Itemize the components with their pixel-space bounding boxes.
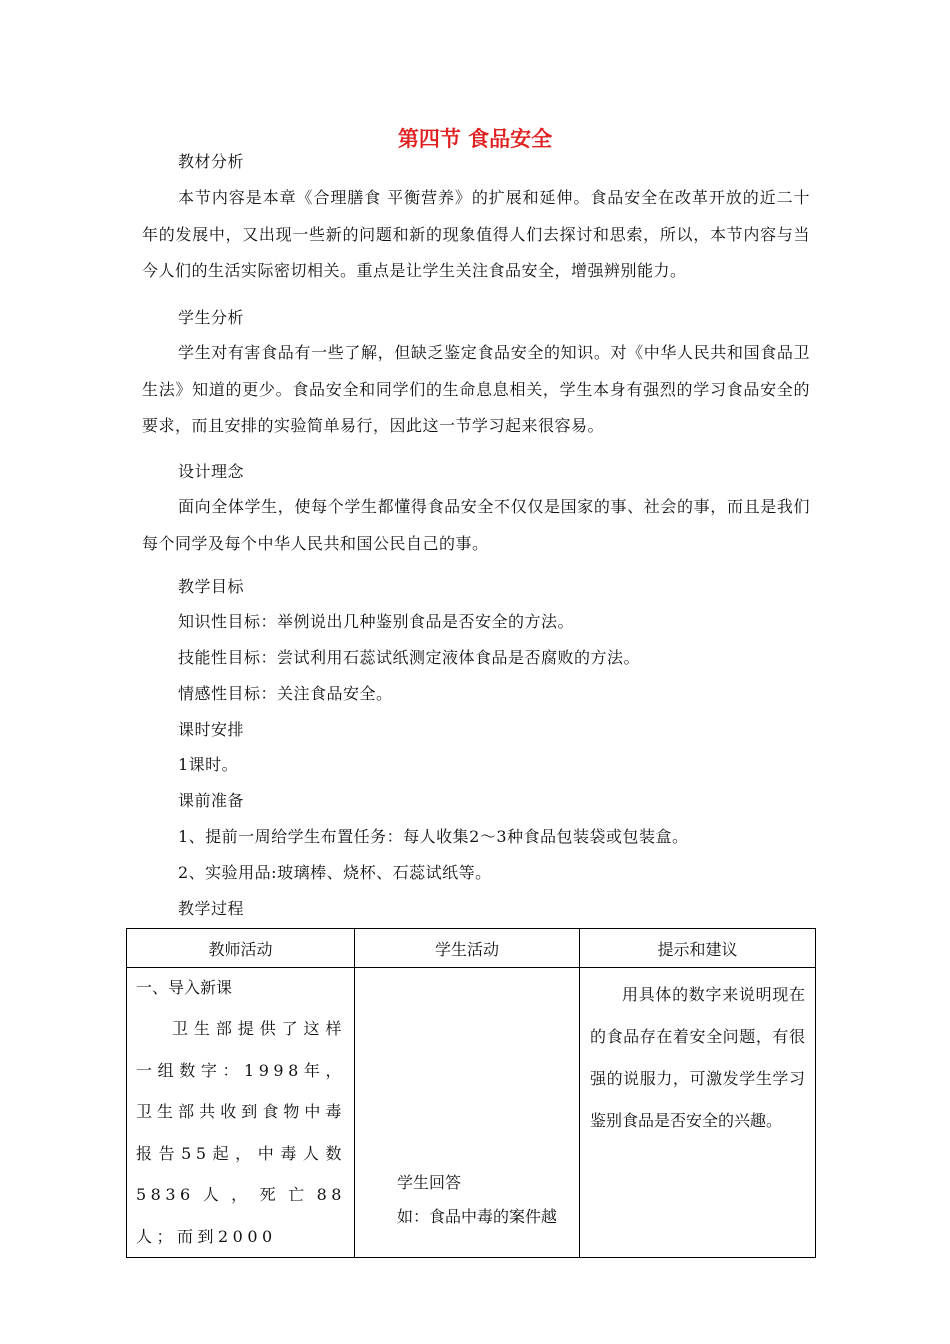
table-header-row — [127, 929, 816, 968]
header-teacher-activity: 教师活动 — [127, 929, 355, 968]
paragraph-student-analysis: 学生对有害食品有一些了解，但缺乏鉴定食品安全的知识。对《中华人民共和国食品卫生法》知道的更少。食品安全和同学们的生命息息相关，学生本身有强烈的学习食品安全的要求，而且安排的实验简单易行，因此这一节学习起来很容易。 — [142, 343, 810, 435]
teacher-text: 卫生部提供了这样一组数字：1998年，卫生部共收到食物中毒报告55起，中毒人数5836人，死亡88人；而到2000 — [136, 1019, 346, 1246]
prep-item-1: 1、提前一周给学生布置任务：每人收集2～3种食品包装袋或包装盒。 — [178, 827, 689, 846]
section-heading-textbook: 教材分析 — [178, 152, 245, 171]
teaching-process-table — [126, 928, 816, 1258]
header-student-activity: 学生活动 — [355, 929, 580, 968]
section-heading-goals: 教学目标 — [178, 577, 245, 596]
hint-text: 用具体的数字来说明现在的食品存在着安全问题，有很强的说服力，可激发学生学习鉴别食品是否安全的兴趣。 — [590, 985, 805, 1130]
schedule-text: 1课时。 — [178, 755, 239, 774]
section-heading-prep: 课前准备 — [178, 791, 245, 810]
hint-cell — [580, 968, 816, 1258]
section-heading-process: 教学过程 — [178, 899, 245, 918]
prep-item-2: 2、实验用品:玻璃棒、烧杯、石蕊试纸等。 — [178, 863, 492, 882]
section-heading-design: 设计理念 — [178, 462, 245, 481]
goal-knowledge: 知识性目标：举例说出几种鉴别食品是否安全的方法。 — [178, 612, 575, 631]
section-heading-student: 学生分析 — [178, 308, 245, 327]
student-activity-cell — [355, 968, 580, 1258]
teacher-subheading: 一、导入新课 — [136, 978, 233, 997]
header-hints-suggestions: 提示和建议 — [580, 929, 816, 968]
section-heading-schedule: 课时安排 — [178, 720, 245, 739]
page-title: 第四节 食品安全 — [397, 127, 553, 151]
paragraph-design-concept: 面向全体学生，使每个学生都懂得食品安全不仅仅是国家的事、社会的事，而且是我们每个同学及每个中华人民共和国公民自己的事。 — [142, 497, 810, 553]
teacher-activity-cell — [127, 968, 355, 1258]
student-line-2: 如：食品中毒的案件越 — [397, 1207, 558, 1226]
goal-skill: 技能性目标：尝试利用石蕊试纸测定液体食品是否腐败的方法。 — [178, 648, 641, 667]
table-row — [127, 968, 816, 1258]
paragraph-textbook-analysis: 本节内容是本章《合理膳食 平衡营养》的扩展和延伸。食品安全在改革开放的近二十年的发展中，又出现一些新的问题和新的现象值得人们去探讨和思索，所以，本节内容与当今人们的生活实际密切相关。重点是让学生关注食品安全，增强辨别能力。 — [142, 188, 810, 280]
goal-emotion: 情感性目标：关注食品安全。 — [178, 684, 393, 703]
student-line-1: 学生回答 — [397, 1173, 462, 1192]
